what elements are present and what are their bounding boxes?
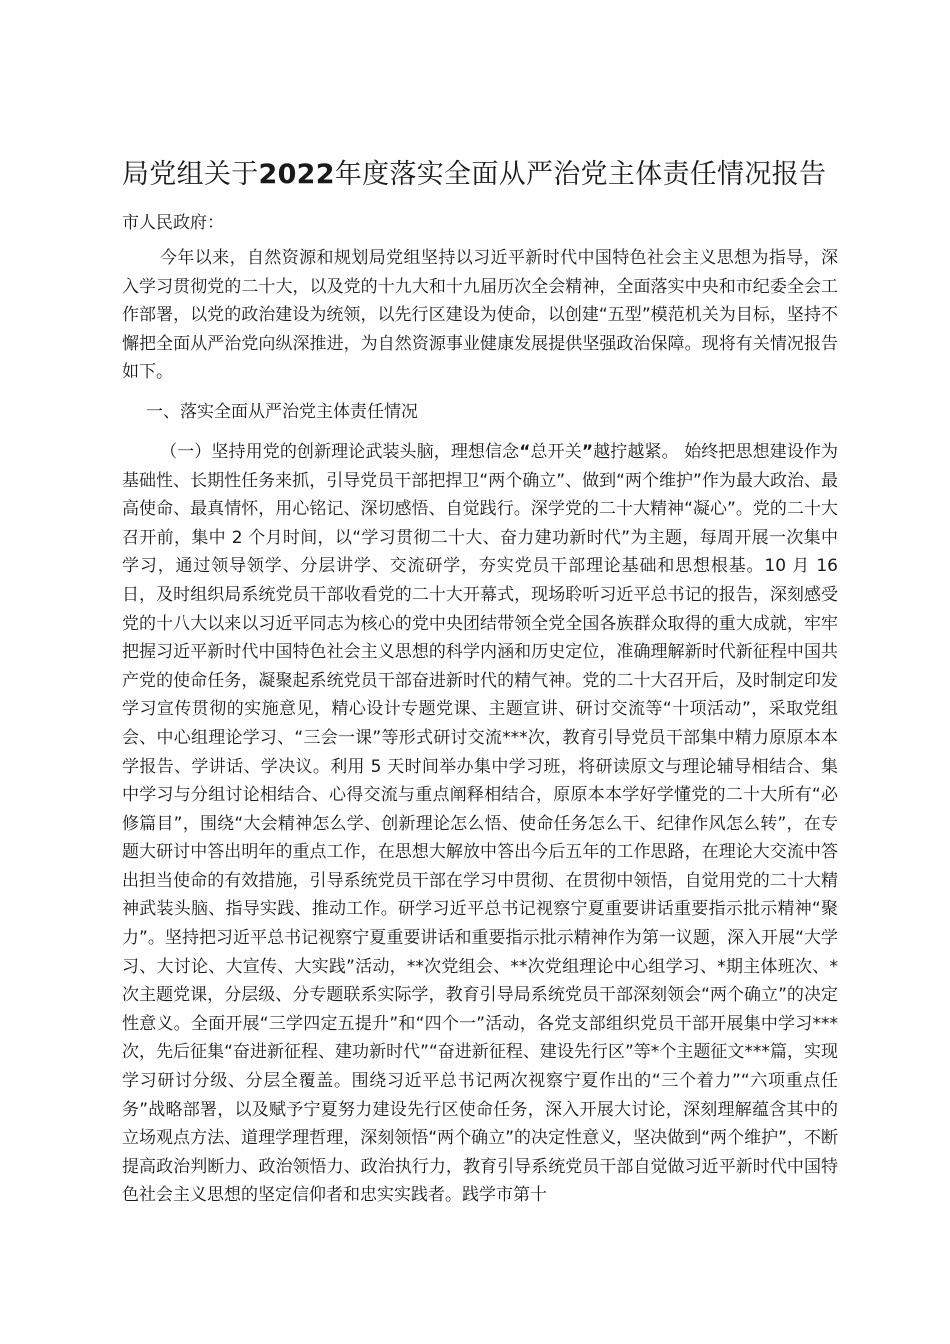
salutation: 市人民政府：	[122, 213, 224, 233]
quote-close-mark: ”	[581, 441, 594, 462]
quote-open-mark: “	[519, 441, 531, 462]
subsection-1-body: 始终把思想建设作为基础性、长期性任务来抓，引导党员干部把捍卫“两个确立”、做到“两个维护”作为最大政治、最高使命、最真情怀，用心铭记、深切感悟、自觉践行。深学党的二十大精神“凝心”。党的二十大召开前，集中 2 个月时间，以“学习贯彻二十大、奋力建功新时代”为主题，每周开展一次集中学习，通过领导领学、分层讲学、交流研学，夯实党员干部理论基础和思想根基。10 月 16 日，及时组织局系统党员干部收看党的二十大开幕式，现场聆听习近平总书记的报告，深刻感受党的十八大以来以习近平同志为核心的党中央团结带领全党全国各族群众取得的重大成就，牢牢把握习近平新时代中国特色社会主义思想的科学内涵和历史定位，准确理解新时代新征程中国共产党的使命任务，凝聚起系统党员干部奋进新时代的精气神。党的二十大召开后，及时制定印发学习宣传贯彻的实施意见，精心设计专题党课、主题宣讲、研讨交流等“十项活动”，采取党组会、中心组理论学习、“三会一课”等形式研讨交流***次，教育引导党员干部集中精力原原本本学报告、学讲话、学决议。利用 5 天时间举办集中学习班，将研读原文与理论辅导相结合、集中学习与分组讨论相结合、心得交流与重点阐释相结合，原原本本学好学懂党的二十大所有“必修篇目”，围绕“大会精神怎么学、创新理论怎么悟、使命任务怎么干、纪律作风怎么转”，在专题大研讨中答出明年的重点工作，在思想大解放中答出今后五年的工作思路，在理论大交流中答出担当使命的有效措施，引导系统党员干部在学习中贯彻、在贯彻中领悟，自觉用党的二十大精神武装头脑、指导实践、推动工作。研学习近平总书记视察宁夏重要讲话重要指示批示精神“聚力”。坚持把习近平总书记视察宁夏重要讲话和重要指示批示精神作为第一议题，深入开展“大学习、大讨论、大宣传、大实践”活动，**次党组会、**次党组理论中心组学习、*期主体班次、*次主题党课，分层级、分专题联系实际学，教育引导局系统党员干部深刻领会“两个确立”的决定性意义。全面开展“三学四定五提升”和“四个一”活动，各党支部组织党员干部开展集中学习***次，先后征集“奋进新征程、建功新时代”“奋进新征程、建设先行区”等*个主题征文***篇，实现学习研讨分级、分层全覆盖。围绕习近平总书记两次视察宁夏作出的“三个着力”“六项重点任务”战略部署，以及赋予宁夏努力建设先行区使命任务，深入开展大讨论，深刻理解蕴含其中的立场观点方法、道理学理哲理，深刻领悟“两个确立”的决定性意义，坚决做到“两个维护”，不断提高政治判断力、政治领悟力、政治执行力，教育引导系统党员干部自觉做习近平新时代中国特色社会主义思想的坚定信仰者和忠实实践者。践学市第十	[122, 441, 839, 1206]
document-page	[122, 150, 838, 1210]
subsection-1-paragraph	[122, 438, 838, 1210]
section-heading-1: 一、落实全面从严治党主体责任情况	[146, 401, 418, 422]
intro-paragraph: 今年以来，自然资源和规划局党组坚持以习近平新时代中国特色社会主义思想为指导，深入学习贯彻党的二十大，以及党的十九大和十九届历次全会精神，全面落实中央和市纪委全会工作部署，以党的政治建设为统领，以先行区建设为使命，以创建“五型”模范机关为目标，坚持不懈把全面从严治党向纵深推进，为自然资源事业健康发展提供坚强政治保障。现将有关情况报告如下。	[122, 248, 838, 383]
document-title	[122, 150, 838, 200]
title-suffix: 年度落实全面从严治党主体责任情况报告	[334, 159, 827, 190]
subsection-1-heading-b: 越拧越紧。	[593, 441, 679, 462]
subsection-1-quote-text: 总开关	[530, 441, 582, 462]
title-year: 2022	[258, 159, 335, 190]
title-prefix: 局党组关于	[122, 159, 259, 190]
subsection-1-heading-a: （一）坚持用党的创新理论武装头脑，理想信念	[160, 441, 520, 462]
